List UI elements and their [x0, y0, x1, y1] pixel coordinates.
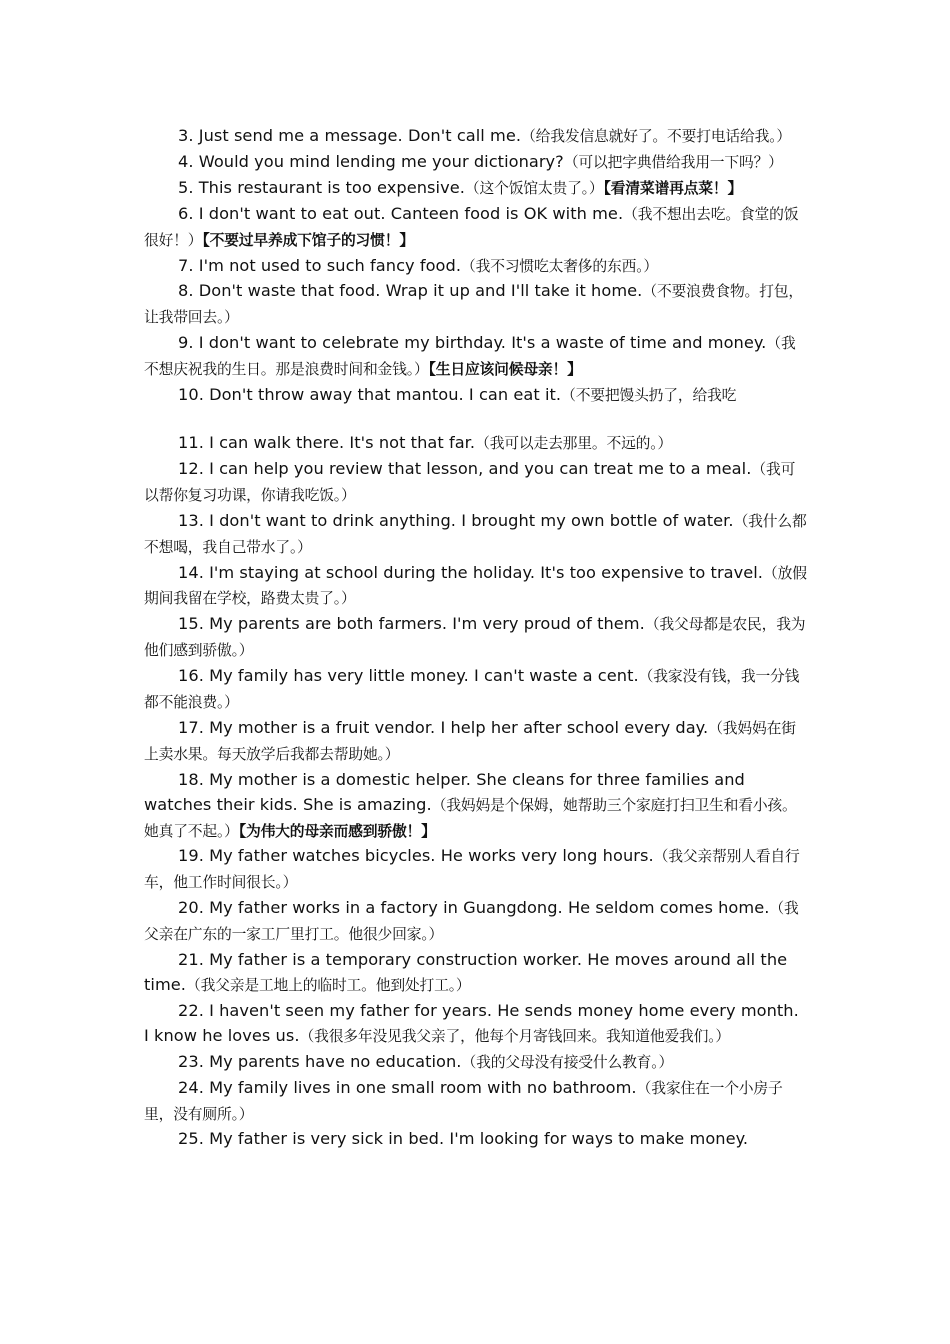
- sentence-chinese: （我父亲在广东的一家工厂里打工。他很少回家。）: [144, 900, 799, 944]
- sentence-item: [144, 457, 808, 509]
- sentence-english: 21. My father is a temporary construction worker. He moves around all the time.: [144, 950, 788, 994]
- sentence-chinese: （我不想出去吃。食堂的饭很好！）: [144, 205, 799, 249]
- sentence-chinese: （我的父母没有接受什么教育。）: [461, 1053, 674, 1071]
- sentence-english: 18. My mother is a domestic helper. She cleans for three families and watches their kids. She is amazing.: [144, 769, 745, 814]
- sentence-english: 11. I can walk there. It's not that far.: [178, 432, 476, 452]
- sentence-english: 5. This restaurant is too expensive.: [178, 177, 465, 197]
- sentence-english: 24. My family lives in one small room with no bathroom.: [178, 1077, 637, 1097]
- sentence-chinese: （我家住在一个小房子里，没有厕所。）: [144, 1079, 783, 1123]
- sentence-item: [144, 176, 808, 202]
- sentence-chinese: （我不习惯吃太奢侈的东西。）: [461, 257, 658, 275]
- sentence-chinese: （可以把字典借给我用一下吗？）: [563, 153, 783, 171]
- sentence-english: 20. My father works in a factory in Guangdong. He seldom comes home.: [178, 898, 770, 918]
- sentence-english: 25. My father is very sick in bed. I'm looking for ways to make money.: [178, 1129, 749, 1149]
- sentence-chinese: （我家没有钱，我一分钱都不能浪费。）: [144, 668, 800, 712]
- sentence-item: [144, 999, 808, 1050]
- sentence-item: [144, 509, 808, 561]
- sentence-chinese: （我妈妈是个保姆，她帮助三个家庭打扫卫生和看小孩。她真了不起。）: [144, 796, 797, 840]
- sentence-chinese: （我可以走去那里。不远的。）: [475, 434, 673, 452]
- sentence-item: [144, 124, 808, 150]
- sentence-item: [144, 150, 808, 176]
- sentence-item: [144, 561, 808, 613]
- sentence-item: [144, 664, 808, 716]
- sentence-item: [144, 279, 808, 331]
- sentence-chinese: （不要把馒头扔了，给我吃: [561, 387, 737, 405]
- sentence-item: [144, 896, 808, 948]
- sentence-english: 4. Would you mind lending me your dictionary?: [178, 151, 564, 171]
- sentence-item: [144, 254, 808, 280]
- sentence-chinese: （这个饭馆太贵了。）: [464, 179, 604, 197]
- sentence-item: [144, 431, 808, 457]
- sentence-english: 19. My father watches bicycles. He works very long hours.: [178, 846, 654, 866]
- sentence-item: [144, 1127, 808, 1153]
- sentence-english: 9. I don't want to celebrate my birthday. It's a waste of time and money.: [178, 333, 767, 353]
- sentence-chinese: （给我发信息就好了。不要打电话给我。）: [521, 128, 792, 145]
- sentence-english: 16. My family has very little money. I can't waste a cent.: [178, 666, 639, 686]
- sentence-item: [144, 716, 808, 768]
- sentence-note: 【看清菜谱再点菜！】: [603, 179, 743, 197]
- sentence-chinese: （我妈妈在街上卖水果。每天放学后我都去帮助她。）: [144, 719, 796, 763]
- sentence-note: 【为伟大的母亲而感到骄傲！】: [238, 822, 436, 840]
- sentence-chinese: （我什么都不想喝，我自己带水了。）: [144, 512, 807, 556]
- sentence-chinese: （我很多年没见我父亲了，他每个月寄钱回来。我知道他爱我们。）: [299, 1027, 731, 1045]
- sentence-chinese: （我父亲帮别人看自行车，他工作时间很长。）: [144, 848, 800, 892]
- sentence-english: 22. I haven't seen my father for years. He sends money home every month. I know he loves us.: [144, 1000, 799, 1045]
- sentence-english: 14. I'm staying at school during the holiday. It's too expensive to travel.: [178, 562, 763, 582]
- sentence-english: 3. Just send me a message. Don't call me.: [178, 126, 522, 145]
- sentence-english: 7. I'm not used to such fancy food.: [178, 255, 462, 275]
- sentence-english: 17. My mother is a fruit vendor. I help her after school every day.: [178, 717, 709, 737]
- sentence-chinese: （我父亲是工地上的临时工。他到处打工。）: [185, 977, 471, 994]
- sentence-english: 12. I can help you review that lesson, and you can treat me to a meal.: [178, 458, 752, 478]
- sentence-english: 13. I don't want to drink anything. I brought my own bottle of water.: [178, 510, 734, 530]
- sentence-english: 10. Don't throw away that mantou. I can eat it.: [178, 385, 562, 405]
- sentence-note: 【生日应该问候母亲！】: [428, 361, 582, 379]
- sentence-chinese: （放假期间我留在学校，路费太贵了。）: [144, 564, 807, 608]
- sentence-chinese: （我可以帮你复习功课，你请我吃饭。）: [144, 460, 796, 504]
- sentence-chinese: （不要浪费食物。打包，让我带回去。）: [144, 283, 803, 327]
- sentence-english: 8. Don't waste that food. Wrap it up and I'll take it home.: [178, 281, 643, 301]
- sentence-list: [144, 124, 808, 1153]
- sentence-chinese: （我不想庆祝我的生日。那是浪费时间和金钱。）: [144, 335, 796, 379]
- sentence-item: [144, 331, 808, 383]
- sentence-english: 15. My parents are both farmers. I'm very proud of them.: [178, 614, 645, 634]
- sentence-item: [144, 844, 808, 896]
- sentence-item: [144, 202, 808, 254]
- sentence-english: 6. I don't want to eat out. Canteen food is OK with me.: [178, 203, 624, 223]
- sentence-item: [144, 383, 808, 409]
- sentence-item: [144, 948, 808, 999]
- sentence-item: [144, 1050, 808, 1076]
- sentence-item: [144, 768, 808, 845]
- sentence-item: [144, 1076, 808, 1128]
- sentence-item: [144, 612, 808, 664]
- sentence-note: 【不要过早养成下馆子的习惯！】: [202, 231, 414, 249]
- sentence-chinese: （我父母都是农民，我为他们感到骄傲。）: [144, 616, 806, 660]
- sentence-english: 23. My parents have no education.: [178, 1051, 462, 1071]
